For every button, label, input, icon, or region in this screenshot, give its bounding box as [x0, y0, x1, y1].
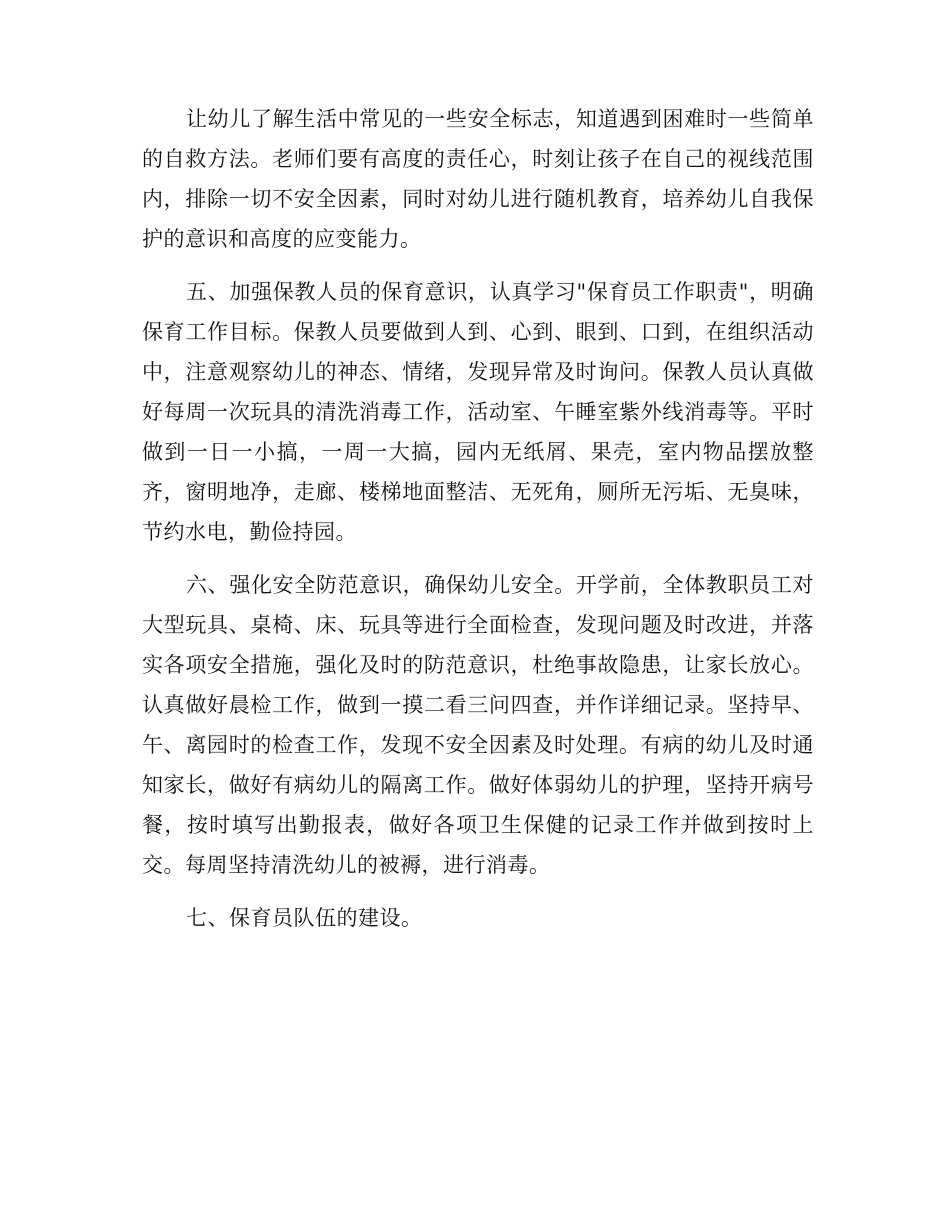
paragraph-section-five: 五、加强保教人员的保育意识，认真学习"保育员工作职责"，明确保育工作目标。保教人员要做到人到、心到、眼到、口到，在组织活动中，注意观察幼儿的神态、情绪，发现异常及时询问。保教人员认真做好每周一次玩具的清洗消毒工作，活动室、午睡室紫外线消毒等。平时做到一日一小搞，一周一大搞，园内无纸屑、果壳，室内物品摆放整齐，窗明地净，走廊、楼梯地面整洁、无死角，厕所无污垢、无臭味，节约水电，勤俭持园。 — [142, 280, 814, 544]
document-page — [142, 99, 814, 951]
paragraph-section-six: 六、强化安全防范意识，确保幼儿安全。开学前，全体教职员工对大型玩具、桌椅、床、玩具等进行全面检查，发现问题及时改进，并落实各项安全措施，强化及时的防范意识，杜绝事故隐患，让家长放心。认真做好晨检工作，做到一摸二看三问四查，并作详细记录。坚持早、午、离园时的检查工作，发现不安全因素及时处理。有病的幼儿及时通知家长，做好有病幼儿的隔离工作。做好体弱幼儿的护理，坚持开病号餐，按时填写出勤报表，做好各项卫生保健的记录工作并做到按时上交。每周坚持清洗幼儿的被褥，进行消毒。 — [142, 573, 814, 877]
paragraph-section-seven: 七、保育员队伍的建设。 — [186, 906, 423, 930]
paragraph-safety-signs: 让幼儿了解生活中常见的一些安全标志，知道遇到困难时一些简单的自救方法。老师们要有高度的责任心，时刻让孩子在自己的视线范围内，排除一切不安全因素，同时对幼儿进行随机教育，培养幼儿自我保护的意识和高度的应变能力。 — [142, 107, 814, 251]
